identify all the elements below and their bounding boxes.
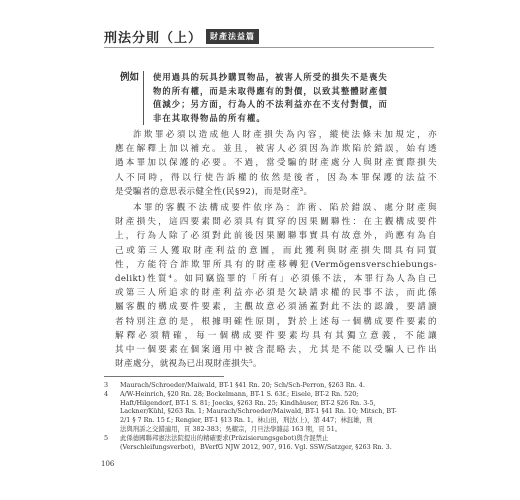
footnote-line: 2/1 § 7 Rn. 15 f.; Rengier, BT-1 §13 Rn. 1。林山田，刑法(上)，第 447；林鈺雄，刑 bbox=[120, 416, 373, 425]
paragraph-line: 財產損失，這四要素間必須具有貫穿的因果關聯性：在主觀構成要件 bbox=[115, 217, 437, 228]
footnote-line: (Verschleifungsverbot)，BVerfG NJW 2012, 907, 916. Vgl. SSW/Satzger, §263 Rn. 3. bbox=[120, 442, 392, 451]
paragraph-line: 財產處分，就視為已出現財產損失⁵。 bbox=[115, 359, 262, 370]
paragraph-line: delikt)性質⁴。如同竊盜罪的「所有」必須係不法，本罪行為人為自己 bbox=[115, 274, 437, 285]
header-divider bbox=[104, 47, 434, 48]
paragraph-line: 其中一個要素在個案適用中被含混略去，尤其是不能以受騙人已作出 bbox=[115, 345, 437, 356]
paragraph-line: 者特別注意的是，根據明確性原則，對於上述每一個構成要件要素的 bbox=[115, 316, 437, 327]
footnote-number: 3 bbox=[104, 381, 109, 389]
page-number: 106 bbox=[101, 460, 115, 468]
footnote-line: Maurach/Schroeder/Maiwald, BT-1 §41 Rn. 20; Sch/Sch-Perron, §263 Rn. 4. bbox=[120, 381, 365, 389]
paragraph bbox=[115, 201, 437, 371]
footnote-divider bbox=[104, 376, 224, 377]
footnote-line: Lackner/Kühl, §263 Rn. 1; Maurach/Schroeder/Maiwald, BT-1 §41 Rn. 10; Mitsch, BT- bbox=[120, 407, 397, 416]
example-line: 值減少；另方面，行為人的不法利益亦在不支付對價，而 bbox=[153, 99, 388, 109]
paragraph-line: 本罪的客觀不法構成要件依序為：詐術、陷於錯誤、處分財產與 bbox=[133, 203, 437, 214]
footnotes bbox=[104, 381, 438, 451]
paragraph-line: 是受騙者的意思表示健全性(民§92)，而是財產³。 bbox=[115, 186, 313, 197]
example-label: 例如 bbox=[120, 71, 144, 125]
example-line: 使用過具的玩具抄購買物品，被害人所受的損失不是喪失 bbox=[153, 72, 388, 82]
paragraph-line: 詐欺罪必須以造成他人財產損失為內容，縱使法條未加規定，亦 bbox=[133, 130, 437, 140]
paragraph-line: 屬客觀的構成要件要素，主觀故意必須涵蓋對此不法的認識，要請讀 bbox=[115, 302, 437, 313]
book-title: 刑法分則（上） bbox=[104, 31, 203, 46]
footnote-number: 4 bbox=[104, 389, 109, 398]
paragraph-line: 或第三人所追求的財產利益亦必須是欠缺請求權的民事不法，而此係 bbox=[115, 288, 437, 299]
footnote bbox=[104, 381, 438, 390]
footnote-line: 法與刑訴之交錯適用，頁 382-383；吳耀宗，月旦法學雜誌 163 期，頁 51。 bbox=[120, 424, 342, 433]
paragraph-line: 上，行為人除了必須對此前後因果關聯事實具有故意外，尚應有為自 bbox=[115, 231, 437, 242]
paragraph-line: 人不同時，得以行使告訴權的依然是後者，因為本罪保護的法益不 bbox=[115, 172, 437, 183]
paragraph-line: 過本罪加以保護的必要。不過，當受騙的財產處分人與財產實際損失 bbox=[115, 158, 437, 169]
body-text bbox=[115, 128, 437, 371]
footnote-number: 5 bbox=[104, 433, 109, 442]
footnote-line: Haft/Hilgendorf, BT-1 S. 81; Joecks, §263 Rn. 25; Kindhäuser, BT-2 §26 Rn. 3-5, bbox=[120, 398, 376, 407]
footnote-line: 此係德國聯邦憲法法院提出的精確要求(Präzisierungsgebot)與含混禁止 bbox=[120, 433, 329, 442]
paragraph bbox=[115, 128, 437, 199]
paragraph-line: 己或第三人獲取財產利益的意圖，而此獲利與財產損失間具有同質 bbox=[115, 245, 437, 256]
footnote bbox=[104, 390, 438, 434]
running-header bbox=[104, 27, 259, 46]
example-text bbox=[153, 71, 423, 125]
example-line: 物的所有權，而是未取得應有的對價，以致其整體財產價 bbox=[153, 85, 388, 96]
example-line: 非在其取得物品的所有權。 bbox=[153, 112, 266, 123]
paragraph-line: 性，方能符合詐欺罪所具有的財產移轉犯(Vermögensverschiebungs- bbox=[115, 259, 437, 270]
footnote bbox=[104, 434, 438, 452]
footnote-line: A/W-Heinrich, §20 Rn. 28; Bockelmann, BT-1 S. 63f.; Eisele, BT-2 Rn. 520; bbox=[120, 389, 359, 398]
paragraph-line: 應在解釋上加以補充。並且，被害人必須因為詐欺陷於錯誤，始有透 bbox=[115, 144, 437, 155]
paragraph-line: 解釋必須精確，每一個構成要件要素均具有其獨立意義，不能讓 bbox=[115, 330, 437, 341]
section-tag: 財產法益篇 bbox=[206, 29, 259, 44]
